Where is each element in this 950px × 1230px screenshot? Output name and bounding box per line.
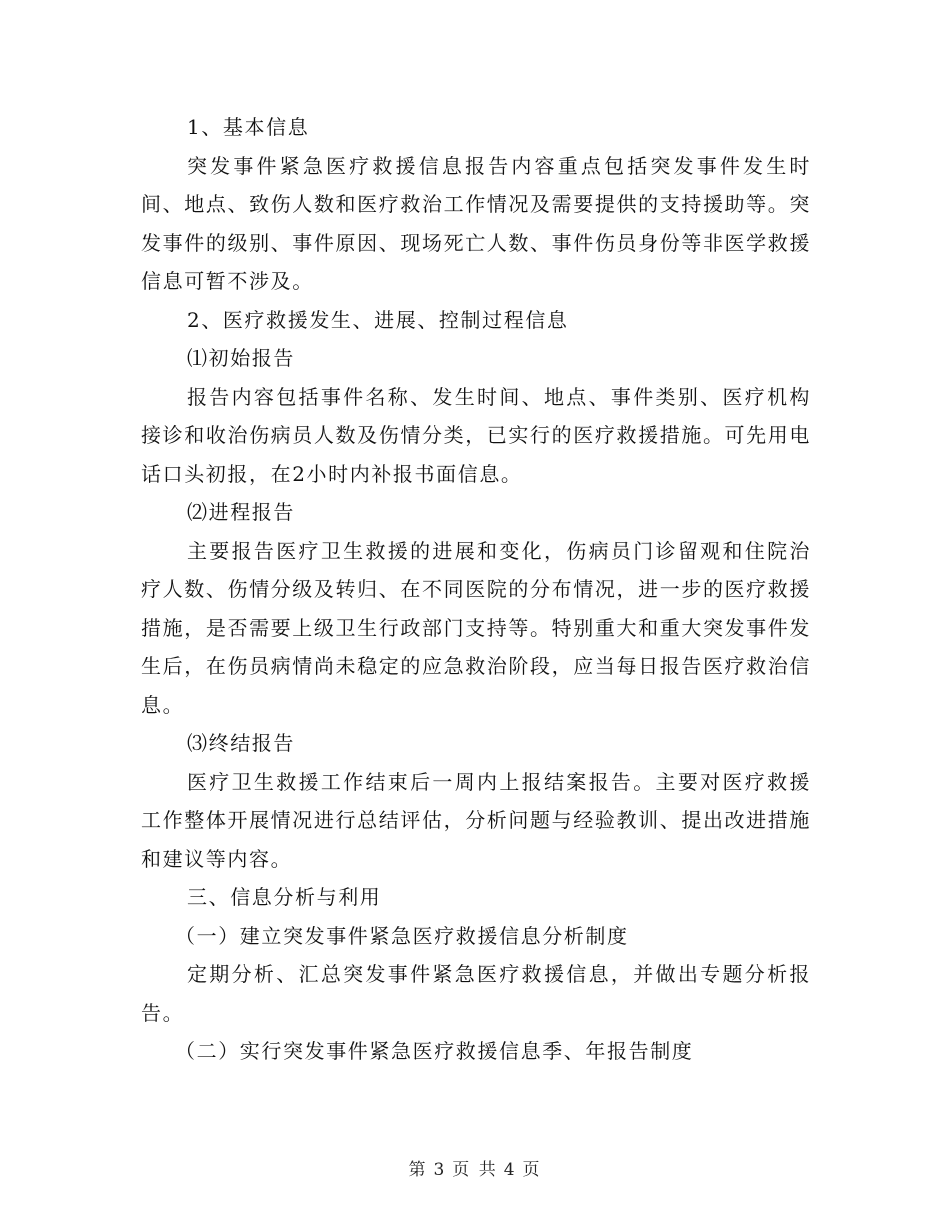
paragraph-basic-info: 突发事件紧急医疗救援信息报告内容重点包括突发事件发生时间、地点、致伤人数和医疗救治工作情况及需要提供的支持援助等。突发事件的级别、事件原因、现场死亡人数、事件伤员身份等非医学救援信息可暂不涉及。 bbox=[141, 153, 811, 293]
heading-basic-info: 1、基本信息 bbox=[187, 115, 310, 139]
heading-process-info: 2、医疗救援发生、进展、控制过程信息 bbox=[187, 307, 569, 332]
paragraph-analysis-system: 定期分析、汇总突发事件紧急医疗救援信息，并做出专题分析报告。 bbox=[141, 962, 811, 1025]
heading-final-report: ⑶终结报告 bbox=[187, 731, 295, 755]
footer-middle: 页 共 bbox=[452, 1160, 498, 1180]
section-heading-analysis: 三、信息分析与利用 bbox=[187, 885, 382, 909]
document-body bbox=[141, 108, 811, 1071]
page-number: 3 bbox=[433, 1160, 447, 1180]
page-total: 4 bbox=[503, 1160, 517, 1180]
heading-progress-report: ⑵进程报告 bbox=[187, 500, 295, 524]
footer-suffix: 页 bbox=[522, 1160, 542, 1180]
footer-prefix: 第 bbox=[408, 1160, 428, 1180]
subheading-quarterly-report: （二）实行突发事件紧急医疗救援信息季、年报告制度 bbox=[175, 1039, 694, 1063]
paragraph-progress-report: 主要报告医疗卫生救援的进展和变化，伤病员门诊留观和住院治疗人数、伤情分级及转归、在不同医院的分布情况，进一步的医疗救援措施，是否需要上级卫生行政部门支持等。特别重大和重大突发事件发生后，在伤员病情尚未稳定的应急救治阶段，应当每日报告医疗救治信息。 bbox=[141, 538, 811, 717]
subheading-analysis-system: （一）建立突发事件紧急医疗救援信息分析制度 bbox=[175, 923, 629, 948]
page-footer bbox=[0, 1155, 950, 1180]
paragraph-initial-report: 报告内容包括事件名称、发生时间、地点、事件类别、医疗机构接诊和收治伤病员人数及伤情分类，已实行的医疗救援措施。可先用电话口头初报，在2小时内补报书面信息。 bbox=[141, 384, 811, 486]
heading-initial-report: ⑴初始报告 bbox=[187, 346, 295, 370]
paragraph-final-report: 医疗卫生救援工作结束后一周内上报结案报告。主要对医疗救援工作整体开展情况进行总结评估，分析问题与经验教训、提出改进措施和建议等内容。 bbox=[141, 769, 811, 871]
